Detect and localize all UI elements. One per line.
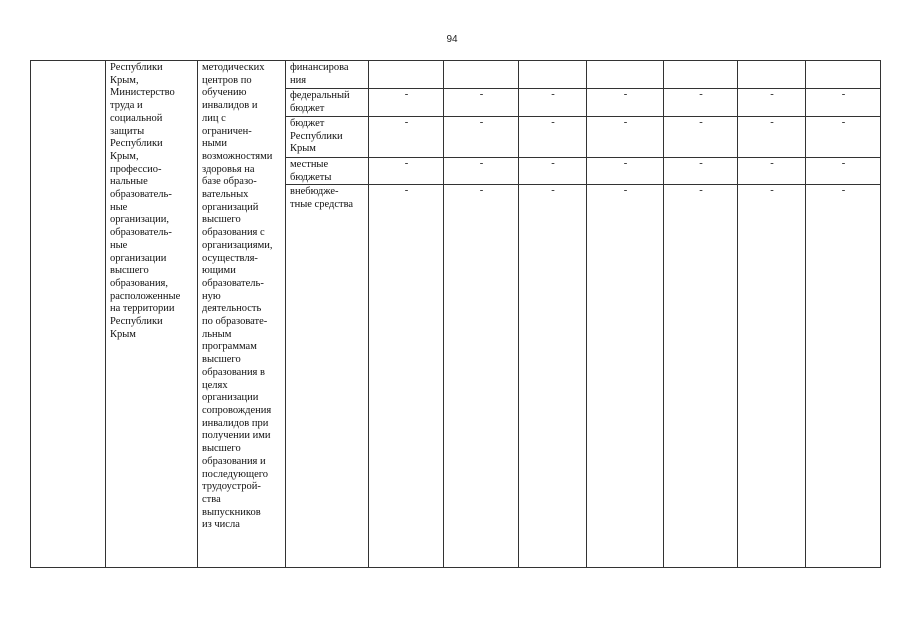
measure-line: программам: [202, 341, 257, 353]
measure-line: образователь-: [202, 277, 264, 289]
executors-line: ные: [110, 239, 128, 251]
value-cell: -: [587, 89, 664, 117]
value-cell: -: [806, 185, 881, 568]
funding-source-line: Республики: [290, 130, 343, 142]
executors-line: профессио-: [110, 163, 162, 175]
value-cell: -: [806, 89, 881, 117]
value-cell: -: [444, 117, 519, 158]
value-cell: -: [664, 158, 738, 185]
value-cell: -: [519, 185, 587, 568]
executors-line: Республики: [110, 316, 163, 328]
executors-line: нальные: [110, 176, 148, 188]
measure-line: лиц с: [202, 112, 226, 124]
measure-line: ограничен-: [202, 125, 252, 137]
value-cell: -: [587, 117, 664, 158]
executors-line: ные: [110, 201, 128, 213]
value-cell: -: [369, 185, 444, 568]
measure-line: центров по: [202, 74, 252, 86]
funding-source-line: бюджеты: [290, 171, 332, 183]
funding-source-cell: [286, 89, 369, 117]
executors-line: организации: [110, 252, 167, 264]
executors-line: Республики: [110, 62, 163, 73]
measure-line: льным: [202, 328, 232, 340]
page-number: 94: [446, 34, 458, 45]
measure-line: организации: [202, 392, 259, 404]
measure-line: организаций: [202, 201, 259, 213]
measure-line: образования и: [202, 455, 266, 467]
measure-line: сопровождения: [202, 404, 272, 416]
measure-line: осуществля-: [202, 252, 258, 264]
measure-line: образования с: [202, 227, 265, 239]
executors-cell: [106, 61, 198, 568]
measure-line: высшего: [202, 443, 241, 455]
value-cell: -: [738, 117, 806, 158]
measure-line: методических: [202, 62, 265, 73]
measure-line: выпускников: [202, 506, 261, 518]
value-cell: -: [444, 89, 519, 117]
value-cell: -: [806, 158, 881, 185]
value-cell: -: [587, 158, 664, 185]
measure-line: инвалидов при: [202, 417, 269, 429]
funding-source-cell: [286, 158, 369, 185]
executors-line: на территории: [110, 303, 175, 315]
value-cell: -: [444, 185, 519, 568]
executors-line: труда и: [110, 100, 143, 112]
measure-line: трудоустрой-: [202, 481, 261, 493]
executors-line: Министерство: [110, 87, 175, 99]
measure-line: деятельность: [202, 303, 262, 315]
value-cell: -: [369, 89, 444, 117]
executors-line: социальной: [110, 112, 163, 124]
value-cell: [444, 61, 519, 89]
measure-line: высшего: [202, 214, 241, 226]
value-cell: -: [738, 89, 806, 117]
value-cell: -: [519, 117, 587, 158]
funding-source-line: финансирова: [290, 62, 349, 73]
financing-table: [30, 60, 881, 568]
funding-source-line: тные средства: [290, 199, 354, 211]
executors-line: Республики: [110, 138, 163, 150]
funding-source-line: бюджет: [290, 102, 325, 114]
executors-line: образования,: [110, 277, 169, 289]
funding-source-line: местные: [290, 159, 329, 170]
value-cell: -: [664, 117, 738, 158]
value-cell: -: [806, 117, 881, 158]
executors-line: высшего: [110, 265, 149, 277]
measure-description-cell: [198, 61, 286, 568]
value-cell: [664, 61, 738, 89]
measure-line: ную: [202, 290, 221, 302]
measure-line: образования в: [202, 366, 265, 378]
measure-line: возможностями: [202, 150, 273, 162]
value-cell: -: [519, 158, 587, 185]
funding-source-line: федеральный: [290, 90, 350, 101]
measure-line: вательных: [202, 189, 249, 201]
executors-line: расположенные: [110, 290, 181, 302]
value-cell: [587, 61, 664, 89]
funding-source-cell: [286, 185, 369, 568]
table-row: [31, 61, 881, 89]
executors-line: защиты: [110, 125, 145, 137]
measure-line: высшего: [202, 354, 241, 366]
executors-line: Крым: [110, 328, 136, 340]
measure-line: последующего: [202, 468, 269, 480]
value-cell: [738, 61, 806, 89]
measure-line: обучению: [202, 87, 247, 99]
funding-source-cell: [286, 117, 369, 158]
executors-line: Крым,: [110, 150, 139, 162]
executors-line: Крым,: [110, 74, 139, 86]
value-cell: -: [369, 158, 444, 185]
measure-line: целях: [202, 379, 228, 391]
funding-source-line: бюджет: [290, 118, 325, 129]
value-cell: -: [738, 185, 806, 568]
value-cell: [806, 61, 881, 89]
measure-line: получении ими: [202, 430, 271, 442]
funding-source-line: Крым: [290, 143, 316, 155]
value-cell: -: [664, 185, 738, 568]
value-cell: -: [738, 158, 806, 185]
executors-line: организации,: [110, 214, 169, 226]
executors-line: образователь-: [110, 189, 172, 201]
measure-line: инвалидов и: [202, 100, 258, 112]
value-cell: -: [444, 158, 519, 185]
measure-line: здоровья на: [202, 163, 255, 175]
value-cell: -: [369, 117, 444, 158]
funding-source-line: внебюдже-: [290, 186, 339, 198]
value-cell: -: [664, 89, 738, 117]
measure-line: базе образо-: [202, 176, 257, 188]
funding-source-cell: [286, 61, 369, 89]
measure-line: по образовате-: [202, 316, 268, 328]
value-cell: [519, 61, 587, 89]
measure-line: ющими: [202, 265, 236, 277]
value-cell: -: [519, 89, 587, 117]
funding-source-line: ния: [290, 74, 307, 86]
measure-line: организациями,: [202, 239, 273, 251]
measure-line: ства: [202, 493, 221, 505]
empty-number-cell: [31, 61, 106, 568]
executors-line: образователь-: [110, 227, 172, 239]
measure-line: ными: [202, 138, 227, 150]
value-cell: -: [587, 185, 664, 568]
value-cell: [369, 61, 444, 89]
measure-line: из числа: [202, 519, 240, 531]
